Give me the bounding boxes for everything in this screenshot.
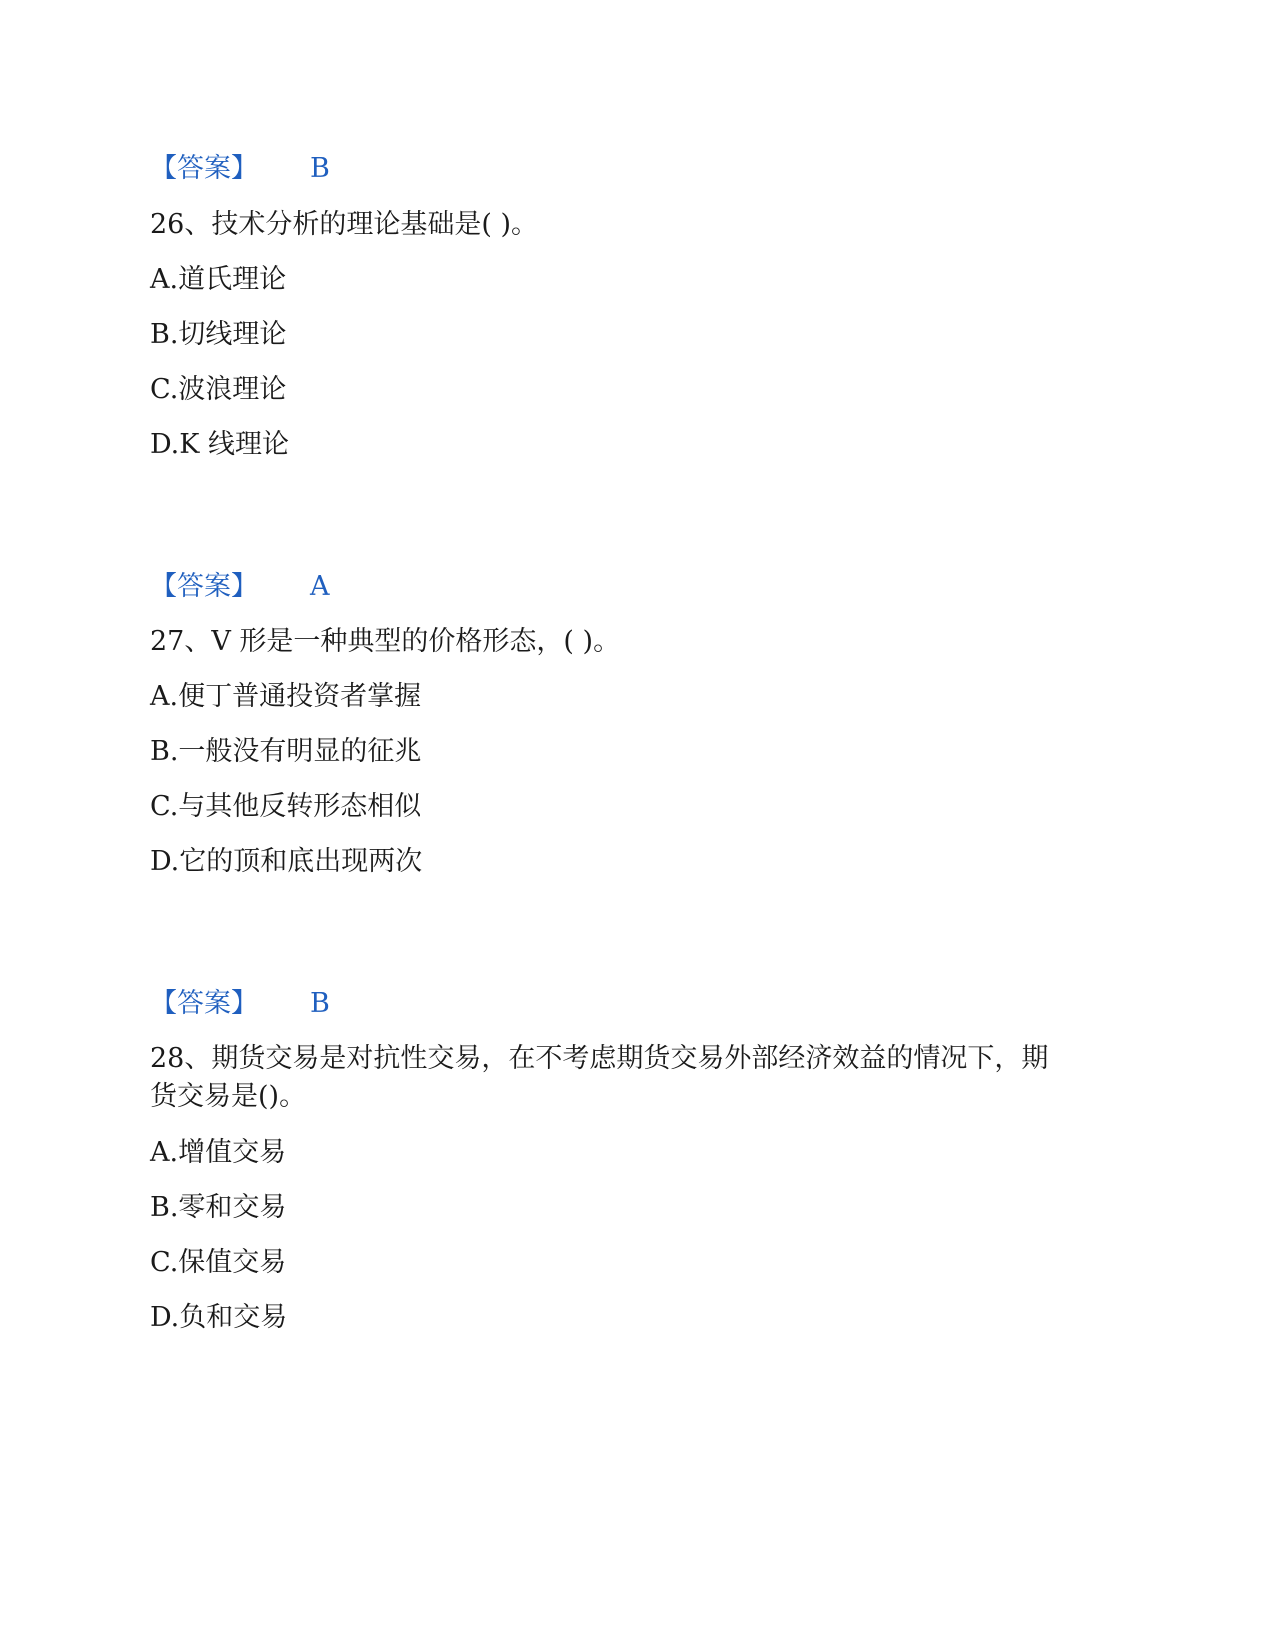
answer-line-2 (150, 568, 330, 606)
answer-label: 【答案】 (150, 153, 258, 184)
option-27-c: C.与其他反转形态相似 (150, 791, 422, 822)
question-28-line1: 28、期货交易是对抗性交易，在不考虑期货交易外部经济效益的情况下，期 (150, 1043, 1049, 1074)
question-28-line2: 货交易是()。 (150, 1081, 307, 1112)
option-27-b: B.一般没有明显的征兆 (150, 736, 422, 767)
answer-label: 【答案】 (150, 571, 258, 602)
answer-line-1 (150, 150, 330, 188)
answer-label: 【答案】 (150, 988, 258, 1019)
option-28-b: B.零和交易 (150, 1192, 287, 1223)
option-26-d: D.K 线理论 (150, 429, 290, 460)
question-26: 26、技术分析的理论基础是( )。 (150, 209, 539, 240)
question-27: 27、V 形是一种典型的价格形态，( )。 (150, 626, 621, 657)
option-27-d: D.它的顶和底出现两次 (150, 846, 423, 877)
answer-line-3 (150, 985, 330, 1023)
option-26-c: C.波浪理论 (150, 374, 287, 405)
option-27-a: A.便丁普通投资者掌握 (150, 681, 422, 712)
option-26-a: A.道氏理论 (150, 264, 287, 295)
option-26-b: B.切线理论 (150, 319, 287, 350)
option-28-a: A.增值交易 (150, 1137, 287, 1168)
option-28-d: D.负和交易 (150, 1302, 288, 1333)
option-28-c: C.保值交易 (150, 1247, 287, 1278)
answer-value: A (310, 571, 330, 602)
answer-value: B (310, 988, 330, 1019)
answer-value: B (310, 153, 330, 184)
